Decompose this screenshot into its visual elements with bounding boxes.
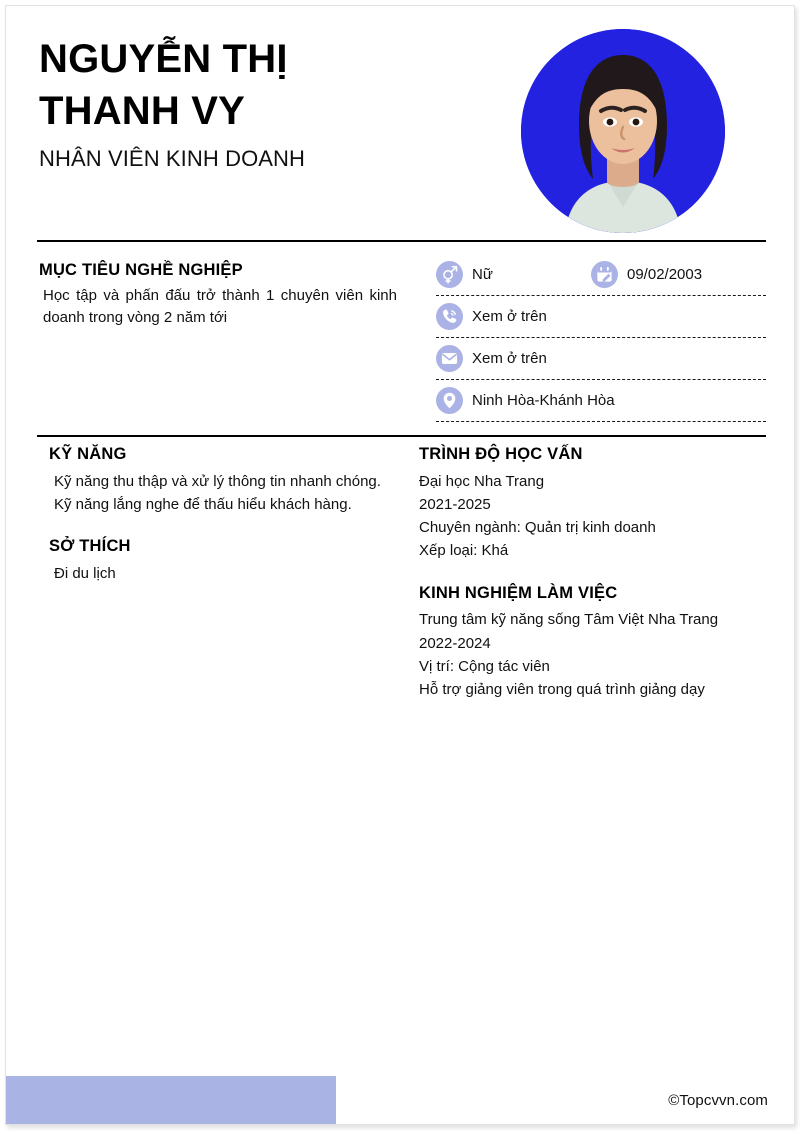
email-value: Xem ở trên <box>472 350 547 367</box>
experience-line: 2022-2024 <box>419 634 491 652</box>
gender-icon <box>436 261 463 288</box>
email-icon <box>436 345 463 372</box>
hobbies-section <box>49 536 392 585</box>
contact-gender <box>436 254 591 295</box>
skill-item: Kỹ năng thu thập và xử lý thông tin nhanh chóng. <box>54 472 381 490</box>
skills-title: KỸ NĂNG <box>49 445 127 463</box>
contact-email <box>436 338 547 379</box>
experience-line: Vị trí: Cộng tác viên <box>419 657 550 675</box>
hobbies-title: SỞ THÍCH <box>49 537 131 556</box>
phone-value: Xem ở trên <box>472 308 547 325</box>
divider-top <box>37 240 766 242</box>
calendar-icon <box>591 261 618 288</box>
contact-row <box>436 254 766 296</box>
education-line: 2021-2025 <box>419 495 491 513</box>
objective-section <box>39 260 397 329</box>
cv-page <box>5 5 795 1125</box>
experience-line: Trung tâm kỹ năng sống Tâm Việt Nha Trang <box>419 611 719 629</box>
portrait-photo-icon <box>521 29 725 233</box>
location-icon <box>436 387 463 414</box>
hobby-item: Đi du lịch <box>54 564 116 582</box>
education-section <box>419 444 769 563</box>
experience-line: Hỗ trợ giảng viên trong quá trình giảng dạy <box>419 681 705 698</box>
left-column <box>49 444 392 585</box>
objective-title: MỤC TIÊU NGHỀ NGHIỆP <box>39 261 243 279</box>
birthday-value: 09/02/2003 <box>627 266 703 283</box>
skill-item: Kỹ năng lắng nghe để thấu hiểu khách hàng. <box>54 495 352 513</box>
info-band <box>6 248 795 433</box>
contact-list <box>436 254 766 422</box>
contact-row <box>436 380 766 422</box>
candidate-name-line-1: NGUYỄN THỊ <box>39 37 288 81</box>
objective-text: Học tập và phấn đấu trở thành 1 chuyên viên kinh doanh trong vòng 2 năm tới <box>43 286 397 326</box>
contact-phone <box>436 296 547 337</box>
experience-title: KINH NGHIỆM LÀM VIỆC <box>419 583 618 602</box>
contact-birthday <box>591 254 702 295</box>
right-column <box>419 444 769 701</box>
experience-section <box>419 583 769 702</box>
candidate-name-line-2: THANH VY <box>39 89 246 133</box>
contact-row <box>436 338 766 380</box>
gender-value: Nữ <box>472 266 493 283</box>
divider-bottom <box>37 435 766 437</box>
cv-header <box>6 6 795 232</box>
phone-icon <box>436 303 463 330</box>
footer-accent-bar <box>6 1076 336 1124</box>
job-title: NHÂN VIÊN KINH DOANH <box>39 146 306 171</box>
contact-address <box>436 380 615 421</box>
copyright-text: ©Topcvvn.com <box>668 1092 768 1109</box>
address-value: Ninh Hòa-Khánh Hòa <box>472 392 615 409</box>
skills-section <box>49 444 392 516</box>
contact-row <box>436 296 766 338</box>
avatar <box>521 29 725 233</box>
education-line: Chuyên ngành: Quản trị kinh doanh <box>419 519 656 537</box>
education-title: TRÌNH ĐỘ HỌC VẤN <box>419 445 583 463</box>
education-line: Xếp loại: Khá <box>419 542 509 560</box>
name-block <box>39 33 509 172</box>
education-line: Đại học Nha Trang <box>419 472 545 490</box>
